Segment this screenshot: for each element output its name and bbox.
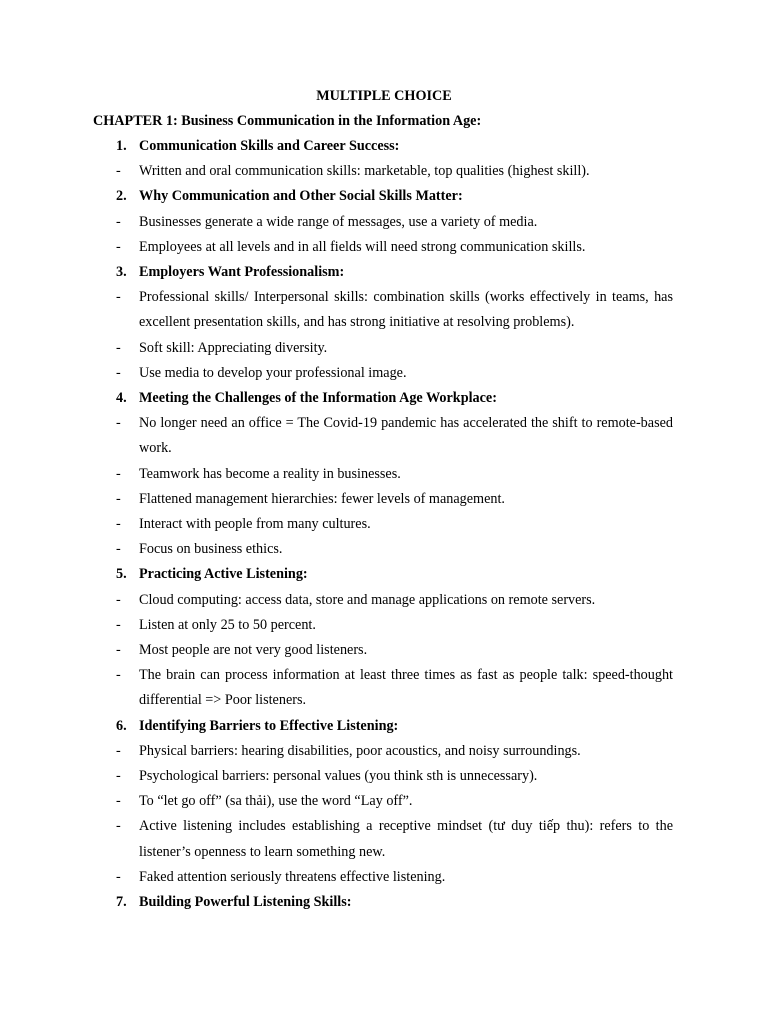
bullet-text: Physical barriers: hearing disabilities, poor acoustics, and noisy surroundings.: [139, 742, 581, 759]
bullet-dash: -: [116, 793, 121, 810]
document-body: [0, 134, 768, 915]
bullet-item: [0, 638, 768, 663]
bullet-item: [0, 865, 768, 890]
bullet-text: Active listening includes establishing a receptive mindset (tư duy tiếp thu): refers to the listener’s openness to learn something new.: [139, 818, 673, 860]
bullet-dash: -: [116, 818, 121, 835]
section-number: 5.: [116, 566, 127, 583]
section-heading: [0, 386, 768, 411]
section-heading: [0, 714, 768, 739]
section-heading-text: Why Communication and Other Social Skills Matter:: [139, 188, 463, 205]
bullet-item: [0, 487, 768, 512]
bullet-text: Psychological barriers: personal values (you think sth is unnecessary).: [139, 767, 538, 784]
bullet-item: [0, 336, 768, 361]
bullet-dash: -: [116, 591, 121, 608]
bullet-text: Interact with people from many cultures.: [139, 515, 371, 532]
bullet-text: Professional skills/ Interpersonal skills: combination skills (works effectively in teams, has excellent presentation skills, and has strong initiative at resolving problems).: [139, 289, 673, 331]
bullet-text: No longer need an office = The Covid-19 pandemic has accelerated the shift to remote-based work.: [139, 415, 673, 457]
bullet-text: Faked attention seriously threatens effective listening.: [139, 868, 446, 885]
document-title: MULTIPLE CHOICE: [316, 88, 452, 104]
bullet-item: [0, 537, 768, 562]
section-heading: [0, 134, 768, 159]
bullet-text: Listen at only 25 to 50 percent.: [139, 616, 316, 633]
section-heading-text: Identifying Barriers to Effective Listening:: [139, 717, 399, 734]
bullet-dash: -: [116, 868, 121, 885]
bullet-text: Written and oral communication skills: marketable, top qualities (highest skill).: [139, 163, 590, 180]
bullet-text: Most people are not very good listeners.: [139, 641, 368, 658]
section-number: 3.: [116, 263, 127, 280]
bullet-item: [0, 411, 768, 461]
bullet-text: Focus on business ethics.: [139, 541, 283, 558]
section-number: 1.: [116, 138, 127, 154]
section-heading: [0, 260, 768, 285]
bullet-dash: -: [116, 289, 121, 306]
bullet-item: [0, 235, 768, 260]
section-heading-text: Communication Skills and Career Success:: [139, 138, 400, 154]
bullet-item: [0, 361, 768, 386]
bullet-text: Flattened management hierarchies: fewer levels of management.: [139, 490, 505, 507]
bullet-dash: -: [116, 767, 121, 784]
section-number: 7.: [116, 894, 127, 910]
bullet-dash: -: [116, 213, 121, 230]
bullet-dash: -: [116, 339, 121, 356]
bullet-item: [0, 462, 768, 487]
bullet-dash: -: [116, 616, 121, 633]
bullet-text: Businesses generate a wide range of messages, use a variety of media.: [139, 213, 538, 230]
section-number: 6.: [116, 717, 127, 734]
bullet-item: [0, 159, 768, 184]
bullet-dash: -: [116, 641, 121, 658]
bullet-item: [0, 285, 768, 335]
section-heading-text: Employers Want Professionalism:: [139, 263, 345, 280]
section-number: 2.: [116, 188, 127, 205]
section-heading: [0, 184, 768, 209]
bullet-text: Teamwork has become a reality in businesses.: [139, 465, 401, 482]
section-heading-text: Practicing Active Listening:: [139, 566, 308, 583]
bullet-dash: -: [116, 490, 121, 507]
bullet-text: Cloud computing: access data, store and manage applications on remote servers.: [139, 591, 596, 608]
bullet-item: [0, 588, 768, 613]
bullet-item: [0, 512, 768, 537]
bullet-item: [0, 764, 768, 789]
bullet-dash: -: [116, 415, 121, 432]
bullet-dash: -: [116, 364, 121, 381]
bullet-dash: -: [116, 465, 121, 482]
bullet-text: To “let go off” (sa thải), use the word “Lay off”.: [139, 793, 413, 810]
bullet-dash: -: [116, 515, 121, 532]
bullet-item: [0, 210, 768, 235]
bullet-dash: -: [116, 541, 121, 558]
bullet-dash: -: [116, 742, 121, 759]
bullet-item: [0, 739, 768, 764]
bullet-dash: -: [116, 238, 121, 255]
bullet-dash: -: [116, 163, 121, 180]
section-heading: [0, 562, 768, 587]
bullet-dash: -: [116, 667, 121, 684]
bullet-text: Use media to develop your professional image.: [139, 364, 407, 381]
chapter-heading: CHAPTER 1: Business Communication in the Information Age:: [93, 113, 482, 129]
bullet-item: [0, 789, 768, 814]
bullet-item: [0, 613, 768, 638]
bullet-item: [0, 814, 768, 864]
bullet-item: [0, 663, 768, 713]
bullet-text: Soft skill: Appreciating diversity.: [139, 339, 328, 356]
section-heading: [0, 890, 768, 915]
section-heading-text: Building Powerful Listening Skills:: [139, 894, 352, 910]
section-number: 4.: [116, 389, 127, 406]
section-heading-text: Meeting the Challenges of the Information Age Workplace:: [139, 389, 497, 406]
bullet-text: Employees at all levels and in all fields will need strong communication skills.: [139, 238, 586, 255]
bullet-text: The brain can process information at least three times as fast as people talk: speed-thought differential => Poor listeners.: [139, 667, 673, 709]
